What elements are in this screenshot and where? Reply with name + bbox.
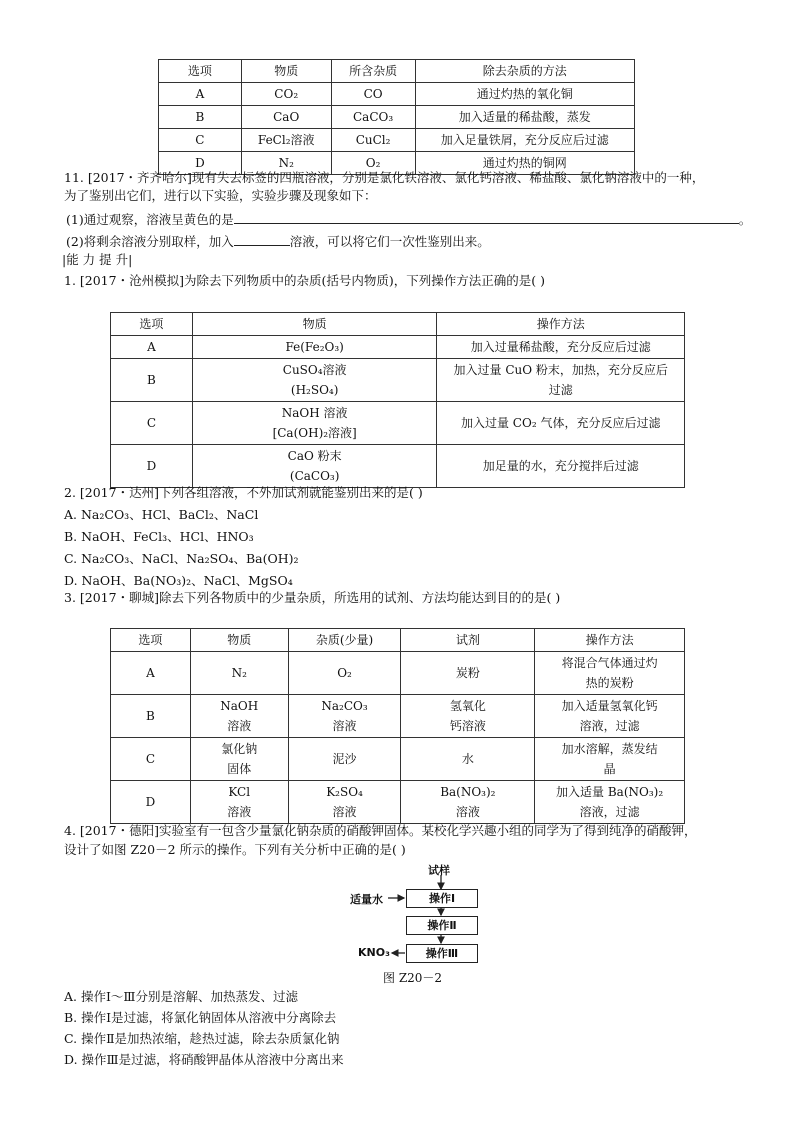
table-cell: 加入过量 CO₂ 气体，充分反应后过滤 [437, 402, 685, 445]
table-header-cell: 选项 [159, 60, 242, 83]
table-cell: 泥沙 [288, 738, 401, 781]
q11-part1-text: (1)通过观察，溶液呈黄色的是 [66, 212, 234, 227]
table-cell: D [111, 781, 191, 824]
table-cell: B [111, 359, 193, 402]
q11-part1 [66, 209, 751, 229]
table-header-cell: 操作方法 [437, 313, 685, 336]
table-row [111, 695, 685, 738]
table-cell: CaCO₃ [331, 106, 415, 129]
q11-part2-text-a: (2)将剩余溶液分别取样，加入 [66, 234, 234, 249]
table-row [111, 445, 685, 488]
q11-part2-text-b: 溶液，可以将它们一次性鉴别出来。 [289, 234, 490, 249]
table-cell: 加入适量的稀盐酸，蒸发 [415, 106, 634, 129]
table-header-row [111, 313, 685, 336]
table-header-cell: 除去杂质的方法 [415, 60, 634, 83]
table-cell: NaOH 溶液 [190, 695, 288, 738]
table-cell: C [159, 129, 242, 152]
q4-option-a: A. 操作Ⅰ～Ⅲ分别是溶解、加热蒸发、过滤 [64, 989, 298, 1004]
table-cell: 通过灼热的铜网 [415, 152, 634, 175]
table-cell: KCl 溶液 [190, 781, 288, 824]
section-title: |能 力 提 升| [62, 252, 133, 267]
flow-diagram [350, 862, 490, 970]
table-row [111, 781, 685, 824]
table-header-row [159, 60, 635, 83]
table-header-row [111, 629, 685, 652]
table-cell: CuSO₄溶液 (H₂SO₄) [192, 359, 437, 402]
table-header-cell: 物质 [190, 629, 288, 652]
operation-2-box: 操作Ⅱ [406, 916, 478, 935]
table-cell: CaO [241, 106, 331, 129]
table-cell: B [159, 106, 242, 129]
table-cell: CuCl₂ [331, 129, 415, 152]
sample-label: 试样 [428, 864, 450, 877]
table-cell: Na₂CO₃ 溶液 [288, 695, 401, 738]
q2-option-a: A. Na₂CO₃、HCl、BaCl₂、NaCl [64, 507, 259, 522]
table-cell: 氢氧化 钙溶液 [401, 695, 535, 738]
table-cell: NaOH 溶液 [Ca(OH)₂溶液] [192, 402, 437, 445]
table-row [111, 652, 685, 695]
table-cell: 水 [401, 738, 535, 781]
operation-3-box: 操作Ⅲ [406, 944, 478, 963]
q3-stem: 3. [2017・聊城]除去下列各物质中的少量杂质，所选用的试剂、方法均能达到目的的是( ) [64, 590, 561, 605]
table-row [111, 336, 685, 359]
table-cell: 炭粉 [401, 652, 535, 695]
q2-option-b: B. NaOH、FeCl₃、HCl、HNO₃ [64, 529, 254, 544]
table-header-cell: 选项 [111, 629, 191, 652]
table-cell: 加入适量 Ba(NO₃)₂ 溶液，过滤 [535, 781, 685, 824]
table-cell: N₂ [190, 652, 288, 695]
q4-option-c: C. 操作Ⅱ是加热浓缩，趁热过滤，除去杂质氯化钠 [64, 1031, 340, 1046]
table-cell: 将混合气体通过灼 热的炭粉 [535, 652, 685, 695]
table-cell: Fe(Fe₂O₃) [192, 336, 437, 359]
table-cell: 加入适量氢氧化钙 溶液，过滤 [535, 695, 685, 738]
table-cell: D [111, 445, 193, 488]
table-header-cell: 选项 [111, 313, 193, 336]
impurity-table-top [158, 59, 635, 175]
table-cell: N₂ [241, 152, 331, 175]
table-cell: CaO 粉末 (CaCO₃) [192, 445, 437, 488]
table-cell: FeCl₂溶液 [241, 129, 331, 152]
q11-stem-line2: 为了鉴别出它们，进行以下实验，实验步骤及现象如下： [64, 188, 377, 203]
operation-1-box: 操作Ⅰ [406, 889, 478, 908]
table-cell: 通过灼热的氧化铜 [415, 83, 634, 106]
table-header-cell: 试剂 [401, 629, 535, 652]
table-cell: O₂ [288, 652, 401, 695]
table-cell: 加入足量铁屑，充分反应后过滤 [415, 129, 634, 152]
q1-table [110, 312, 685, 488]
q4-option-d: D. 操作Ⅲ是过滤，将硝酸钾晶体从溶液中分离出来 [64, 1052, 344, 1067]
q2-stem: 2. [2017・达州]下列各组溶液，不外加试剂就能鉴别出来的是( ) [64, 485, 423, 500]
water-label: 适量水 [350, 893, 383, 906]
table-row [159, 83, 635, 106]
table-cell: CO [331, 83, 415, 106]
table-row [159, 129, 635, 152]
q2-option-c: C. Na₂CO₃、NaCl、Na₂SO₄、Ba(OH)₂ [64, 551, 299, 566]
q11-part1-end: 。 [738, 212, 752, 227]
table-cell: 加足量的水，充分搅拌后过滤 [437, 445, 685, 488]
table-row [111, 402, 685, 445]
table-cell: 加入过量稀盐酸，充分反应后过滤 [437, 336, 685, 359]
table-row [111, 738, 685, 781]
table-cell: O₂ [331, 152, 415, 175]
table-header-cell: 所含杂质 [331, 60, 415, 83]
q4-option-b: B. 操作Ⅰ是过滤，将氯化钠固体从溶液中分离除去 [64, 1010, 337, 1025]
q1-stem: 1. [2017・沧州模拟]为除去下列物质中的杂质(括号内物质)，下列操作方法正确的是( ) [64, 273, 545, 288]
table-cell: A [159, 83, 242, 106]
answer-blank-1[interactable] [234, 209, 739, 224]
figure-caption: 图 Z20－2 [383, 971, 443, 985]
table-header-cell: 杂质(少量) [288, 629, 401, 652]
table-cell: D [159, 152, 242, 175]
table-cell: 加水溶解，蒸发结 晶 [535, 738, 685, 781]
q3-table [110, 628, 685, 824]
q2-option-d: D. NaOH、Ba(NO₃)₂、NaCl、MgSO₄ [64, 573, 293, 588]
answer-blank-2[interactable] [234, 231, 290, 246]
table-cell: 氯化钠 固体 [190, 738, 288, 781]
table-cell: 加入过量 CuO 粉末，加热，充分反应后 过滤 [437, 359, 685, 402]
table-row [159, 106, 635, 129]
table-cell: CO₂ [241, 83, 331, 106]
table-cell: A [111, 652, 191, 695]
table-header-cell: 物质 [192, 313, 437, 336]
table-cell: C [111, 402, 193, 445]
table-cell: B [111, 695, 191, 738]
table-header-cell: 操作方法 [535, 629, 685, 652]
table-row [111, 359, 685, 402]
table-cell: K₂SO₄ 溶液 [288, 781, 401, 824]
table-cell: C [111, 738, 191, 781]
kno3-label: KNO₃ [358, 946, 390, 959]
table-cell: A [111, 336, 193, 359]
table-cell: Ba(NO₃)₂ 溶液 [401, 781, 535, 824]
q11-stem-line1: 11. [2017・齐齐哈尔]现有失去标签的四瓶溶液，分别是氯化铁溶液、氯化钙溶液、稀盐酸、氯化钠溶液中的一种， [64, 170, 705, 185]
table-header-cell: 物质 [241, 60, 331, 83]
q4-stem-line1: 4. [2017・德阳]实验室有一包含少量氯化钠杂质的硝酸钾固体。某校化学兴趣小组的同学为了得到纯净的硝酸钾， [64, 823, 697, 838]
q11-part2 [66, 231, 490, 251]
q4-stem-line2: 设计了如图 Z20－2 所示的操作。下列有关分析中正确的是( ) [64, 842, 406, 857]
